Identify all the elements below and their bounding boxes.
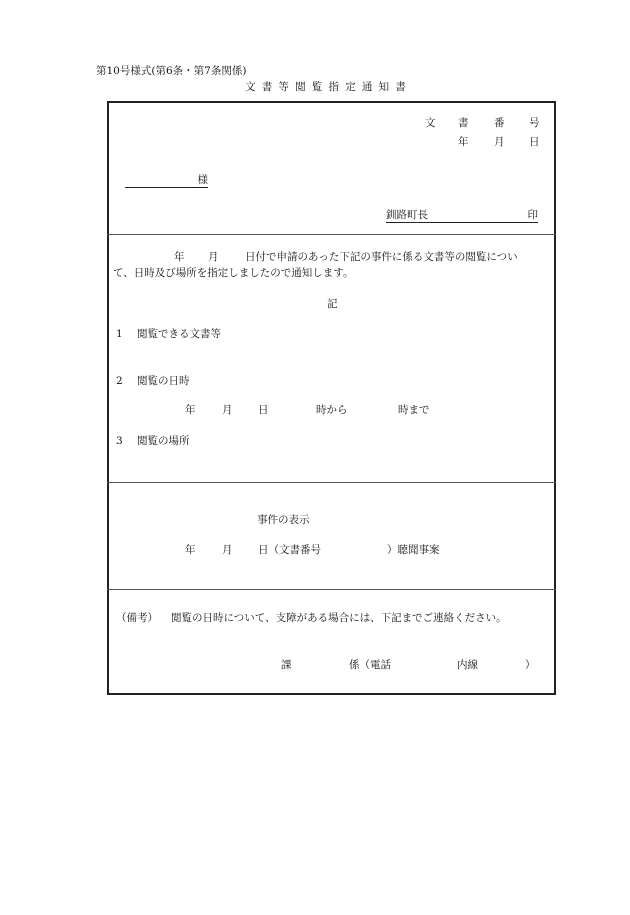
header-month: 月 xyxy=(494,136,505,148)
form-frame xyxy=(107,101,556,695)
notice-year: 年 xyxy=(174,251,185,263)
addressee-field[interactable] xyxy=(125,175,208,188)
datetime-from: 時から xyxy=(316,404,348,416)
datetime-year: 年 xyxy=(185,404,196,416)
seal-mark: 印 xyxy=(527,209,538,221)
divider-items xyxy=(107,482,556,483)
case-day-docno: 日（文書番号 xyxy=(258,544,321,556)
datetime-day: 日 xyxy=(258,404,269,416)
case-heading: 事件の表示 xyxy=(257,514,310,526)
notice-text-line1: 日付で申請のあった下記の事件に係る文書等の閲覧につい xyxy=(245,251,518,263)
issuer-field xyxy=(386,210,538,223)
doc-no-char-4: 号 xyxy=(529,117,540,129)
header-day: 日 xyxy=(529,136,540,148)
header-year: 年 xyxy=(458,136,469,148)
case-month: 月 xyxy=(222,544,233,556)
contact-naisen: 内線 xyxy=(457,659,478,671)
document-title: 文書等閲覧指定通知書 xyxy=(245,81,412,93)
issuer-name: 釧路町長 xyxy=(386,209,428,221)
form-number-label: 第10号様式(第6条・第7条関係) xyxy=(96,65,247,77)
doc-no-char-2: 書 xyxy=(458,117,469,129)
item2-number: 2 xyxy=(116,375,123,387)
remarks-label: （備考） xyxy=(116,612,158,624)
notice-month: 月 xyxy=(208,251,219,263)
notice-text-line2: て、日時及び場所を指定しましたので通知します。 xyxy=(113,267,354,279)
datetime-to: 時まで xyxy=(398,404,430,416)
contact-close-paren: ） xyxy=(525,659,536,671)
datetime-month: 月 xyxy=(222,404,233,416)
contact-kakari-tel: 係（電話 xyxy=(349,659,391,671)
remarks-text: 閲覧の日時について、支障がある場合には、下記までご連絡ください。 xyxy=(171,612,507,624)
divider-case xyxy=(107,589,556,590)
case-suffix: ）聴聞事案 xyxy=(387,544,440,556)
item2-label: 閲覧の日時 xyxy=(137,375,190,387)
addressee-suffix: 様 xyxy=(197,174,208,186)
doc-no-char-1: 文 xyxy=(425,117,436,129)
divider-header xyxy=(107,234,556,235)
contact-ka: 課 xyxy=(281,659,292,671)
case-year: 年 xyxy=(185,544,196,556)
doc-no-char-3: 番 xyxy=(494,117,505,129)
item3-label: 閲覧の場所 xyxy=(137,435,190,447)
ki-heading: 記 xyxy=(327,298,338,310)
item1-label: 閲覧できる文書等 xyxy=(137,328,221,340)
item3-number: 3 xyxy=(116,435,123,447)
item1-number: 1 xyxy=(116,328,123,340)
